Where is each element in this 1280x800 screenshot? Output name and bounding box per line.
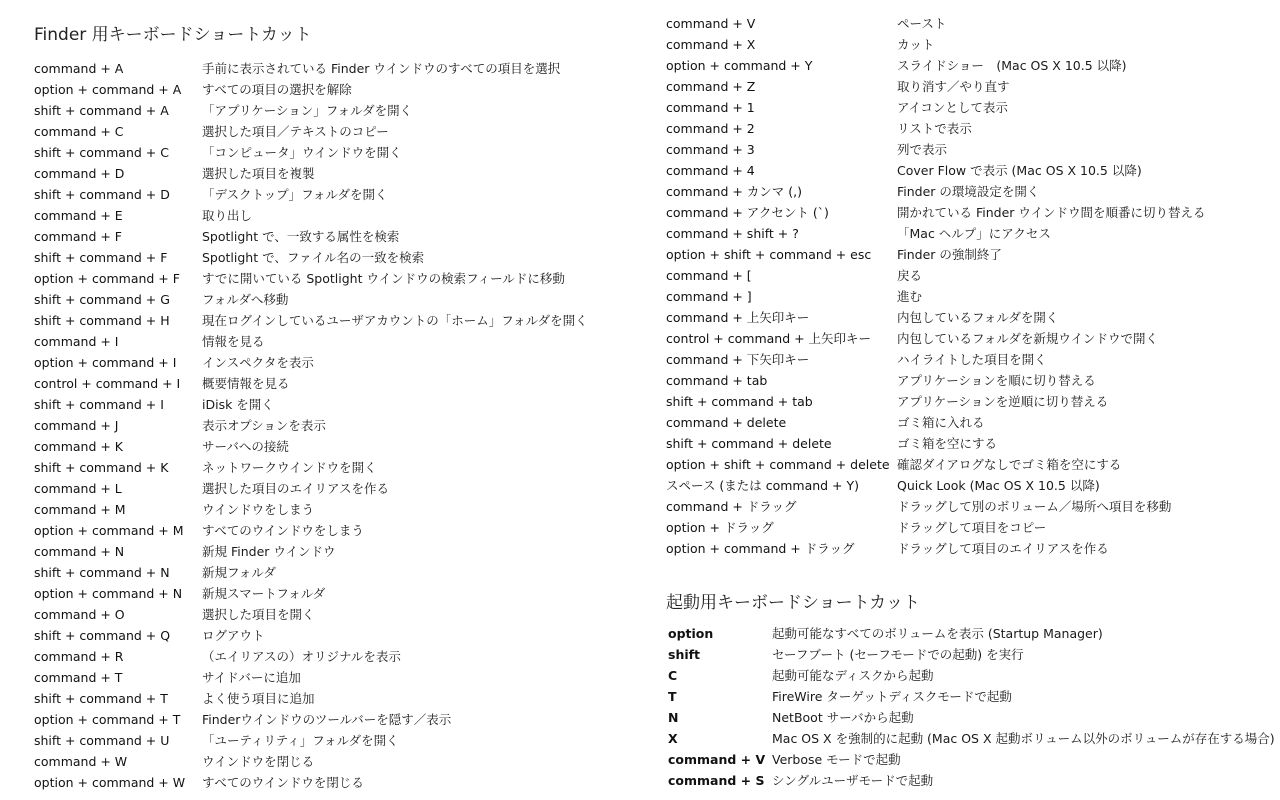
shortcut-description: すべてのウインドウを閉じる xyxy=(202,775,364,790)
shortcut-description: セーフブート (セーフモードでの起動) を実行 xyxy=(772,647,1024,662)
shortcut-description: iDisk を開く xyxy=(202,397,274,412)
shortcut-key: command + E xyxy=(34,208,123,223)
shortcut-key: command + 1 xyxy=(666,100,755,115)
shortcut-key: option + ドラッグ xyxy=(666,520,774,535)
shortcut-description: Cover Flow で表示 (Mac OS X 10.5 以降) xyxy=(897,163,1142,178)
shortcut-description: 開かれている Finder ウインドウ間を順番に切り替える xyxy=(897,205,1206,220)
shortcut-key: command + R xyxy=(34,649,124,664)
shortcut-key: command + ドラッグ xyxy=(666,499,797,514)
shortcut-key: shift + command + K xyxy=(34,460,169,475)
shortcut-description: ログアウト xyxy=(202,628,265,643)
shortcut-description: アプリケーションを逆順に切り替える xyxy=(897,394,1109,409)
shortcut-key: command + F xyxy=(34,229,123,244)
shortcut-key: option + command + N xyxy=(34,586,183,601)
shortcut-key: command + [ xyxy=(666,268,752,283)
shortcut-description: インスペクタを表示 xyxy=(202,355,314,370)
shortcut-key: shift + command + G xyxy=(34,292,170,307)
shortcut-key: shift + command + delete xyxy=(666,436,832,451)
shortcut-key: option + command + I xyxy=(34,355,177,370)
shortcut-description: 「デスクトップ」フォルダを開く xyxy=(202,187,388,202)
shortcut-key: option + command + T xyxy=(34,712,181,727)
shortcut-description: すでに開いている Spotlight ウインドウの検索フィールドに移動 xyxy=(202,271,565,286)
shortcut-description: ドラッグして別のボリューム／場所へ項目を移動 xyxy=(897,499,1172,514)
shortcut-description: FireWire ターゲットディスクモードで起動 xyxy=(772,689,1012,704)
shortcut-description: 起動可能なすべてのボリュームを表示 (Startup Manager) xyxy=(772,626,1103,641)
shortcut-key: command + T xyxy=(34,670,123,685)
shortcut-key: option xyxy=(668,626,714,641)
shortcut-key: command + D xyxy=(34,166,125,181)
shortcut-description: 選択した項目を開く xyxy=(202,607,315,622)
shortcut-key: command + 4 xyxy=(666,163,755,178)
shortcut-description: シングルユーザモードで起動 xyxy=(772,773,934,788)
shortcut-description: ウインドウをしまう xyxy=(202,502,315,517)
shortcut-key: option + command + A xyxy=(34,82,182,97)
shortcut-key: command + 3 xyxy=(666,142,755,157)
shortcut-key: option + command + F xyxy=(34,271,180,286)
shortcut-description: カット xyxy=(897,37,935,52)
shortcut-key: shift + command + H xyxy=(34,313,170,328)
shortcut-description: すべての項目の選択を解除 xyxy=(202,82,352,97)
shortcut-key: X xyxy=(668,731,678,746)
shortcut-key: command + 2 xyxy=(666,121,755,136)
shortcut-description: 「ユーティリティ」フォルダを開く xyxy=(202,733,399,748)
shortcut-description: 手前に表示されている Finder ウインドウのすべての項目を選択 xyxy=(202,61,561,76)
shortcut-description: ペースト xyxy=(897,16,947,31)
shortcut-key: command + N xyxy=(34,544,125,559)
shortcut-key: command + 下矢印キー xyxy=(666,352,810,367)
shortcut-key: command + カンマ (,) xyxy=(666,184,803,199)
shortcut-key: shift + command + D xyxy=(34,187,170,202)
shortcut-key: option + command + Y xyxy=(666,58,813,73)
shortcut-description: ゴミ箱を空にする xyxy=(897,436,998,451)
shortcut-key: command + M xyxy=(34,502,126,517)
shortcut-description: 戻る xyxy=(897,268,923,283)
shortcut-key: command + 上矢印キー xyxy=(666,310,810,325)
shortcut-description: ウインドウを閉じる xyxy=(202,754,315,769)
shortcut-description: Spotlight で、ファイル名の一致を検索 xyxy=(202,250,425,265)
shortcut-key: command + アクセント (`) xyxy=(666,205,829,220)
shortcut-key: command + O xyxy=(34,607,125,622)
shortcut-key: command + A xyxy=(34,61,124,76)
shortcut-description: フォルダへ移動 xyxy=(202,292,289,307)
shortcut-description: Finder の強制終了 xyxy=(897,247,1002,262)
shortcut-description: 選択した項目を複製 xyxy=(202,166,315,181)
shortcut-description: ネットワークウインドウを開く xyxy=(202,460,377,475)
shortcut-description: Spotlight で、一致する属性を検索 xyxy=(202,229,400,244)
shortcut-key: スペース (または command + Y) xyxy=(666,478,860,493)
shortcut-description: 新規 Finder ウインドウ xyxy=(202,544,336,559)
startup-shortcuts-title: 起動用キーボードショートカット xyxy=(666,593,920,613)
shortcut-key: command + V xyxy=(668,752,766,767)
shortcut-key: shift + command + T xyxy=(34,691,168,706)
shortcut-key: option + command + W xyxy=(34,775,186,790)
shortcut-description: 概要情報を見る xyxy=(202,376,290,391)
shortcut-description: 現在ログインしているユーザアカウントの「ホーム」フォルダを開く xyxy=(202,313,588,328)
shortcut-key: command + delete xyxy=(666,415,787,430)
shortcut-key: shift + command + I xyxy=(34,397,164,412)
shortcut-description: アプリケーションを順に切り替える xyxy=(897,373,1096,388)
shortcut-key: command + shift + ? xyxy=(666,226,799,241)
shortcut-key: option + shift + command + esc xyxy=(666,247,872,262)
shortcut-description: Finderウインドウのツールバーを隠す／表示 xyxy=(202,712,452,727)
shortcut-description: 新規スマートフォルダ xyxy=(202,586,326,601)
shortcut-key: shift xyxy=(668,647,701,662)
shortcut-key: command + W xyxy=(34,754,128,769)
shortcut-key: option + command + M xyxy=(34,523,184,538)
shortcut-description: 選択した項目のエイリアスを作る xyxy=(202,481,390,496)
shortcut-key: option + shift + command + delete xyxy=(666,457,890,472)
shortcut-description: 取り消す／やり直す xyxy=(897,79,1010,94)
shortcut-description: 確認ダイアログなしでゴミ箱を空にする xyxy=(897,457,1122,472)
shortcut-description: 内包しているフォルダを新規ウインドウで開く xyxy=(897,331,1159,346)
shortcut-key: command + S xyxy=(668,773,765,788)
shortcut-description: 表示オプションを表示 xyxy=(202,418,326,433)
shortcut-description: 取り出し xyxy=(202,208,253,223)
shortcut-description: 新規フォルダ xyxy=(202,565,276,580)
shortcut-key: shift + command + C xyxy=(34,145,169,160)
shortcut-key: command + C xyxy=(34,124,124,139)
shortcut-description: すべてのウインドウをしまう xyxy=(202,523,364,538)
shortcut-description: Mac OS X を強制的に起動 (Mac OS X 起動ボリューム以外のボリュームが存在する場合) xyxy=(772,731,1275,746)
shortcut-description: Verbose モードで起動 xyxy=(772,752,901,767)
shortcut-description: リストで表示 xyxy=(897,121,972,136)
shortcut-description: Finder の環境設定を開く xyxy=(897,184,1040,199)
shortcut-description: Quick Look (Mac OS X 10.5 以降) xyxy=(897,478,1100,493)
shortcut-key: T xyxy=(668,689,677,704)
shortcut-description: 「アプリケーション」フォルダを開く xyxy=(202,103,413,118)
shortcut-key: command + tab xyxy=(666,373,768,388)
shortcut-description: スライドショー (Mac OS X 10.5 以降) xyxy=(897,58,1127,73)
shortcut-key: command + Z xyxy=(666,79,756,94)
shortcut-key: option + command + ドラッグ xyxy=(666,541,855,556)
shortcut-description: アイコンとして表示 xyxy=(897,100,1008,115)
shortcut-description: 「Mac ヘルプ」にアクセス xyxy=(897,226,1051,241)
finder-shortcuts-title: Finder 用キーボードショートカット xyxy=(34,25,312,45)
shortcut-key: command + ] xyxy=(666,289,752,304)
shortcut-description: 内包しているフォルダを開く xyxy=(897,310,1059,325)
shortcut-key: control + command + 上矢印キー xyxy=(666,331,872,346)
shortcut-key: shift + command + tab xyxy=(666,394,813,409)
shortcut-key: command + K xyxy=(34,439,124,454)
shortcut-description: 列で表示 xyxy=(897,142,948,157)
shortcut-key: command + I xyxy=(34,334,119,349)
shortcut-key: shift + command + A xyxy=(34,103,169,118)
shortcut-description: NetBoot サーバから起動 xyxy=(772,710,914,725)
shortcut-key: shift + command + F xyxy=(34,250,168,265)
shortcut-description: よく使う項目に追加 xyxy=(202,691,315,706)
shortcut-key: N xyxy=(668,710,679,725)
shortcut-key: command + J xyxy=(34,418,119,433)
shortcut-description: 起動可能なディスクから起動 xyxy=(772,668,934,683)
shortcut-description: （エイリアスの）オリジナルを表示 xyxy=(202,649,401,664)
shortcut-key: shift + command + Q xyxy=(34,628,171,643)
shortcut-description: ドラッグして項目をコピー xyxy=(897,520,1047,535)
shortcut-key: command + V xyxy=(666,16,756,31)
shortcut-description: 「コンピュータ」ウインドウを開く xyxy=(202,145,402,160)
shortcut-key: command + X xyxy=(666,37,756,52)
shortcut-description: 進む xyxy=(897,289,923,304)
shortcut-key: C xyxy=(668,668,678,683)
shortcut-description: 情報を見る xyxy=(202,334,265,349)
shortcut-key: control + command + I xyxy=(34,376,181,391)
shortcut-description: サーバへの接続 xyxy=(202,439,289,454)
shortcut-key: shift + command + U xyxy=(34,733,170,748)
shortcut-key: command + L xyxy=(34,481,122,496)
shortcut-description: ドラッグして項目のエイリアスを作る xyxy=(897,541,1109,556)
shortcut-description: サイドバーに追加 xyxy=(202,670,301,685)
shortcut-description: ゴミ箱に入れる xyxy=(897,415,985,430)
shortcut-description: 選択した項目／テキストのコピー xyxy=(202,124,389,139)
shortcut-description: ハイライトした項目を開く xyxy=(897,352,1047,367)
shortcut-key: shift + command + N xyxy=(34,565,170,580)
